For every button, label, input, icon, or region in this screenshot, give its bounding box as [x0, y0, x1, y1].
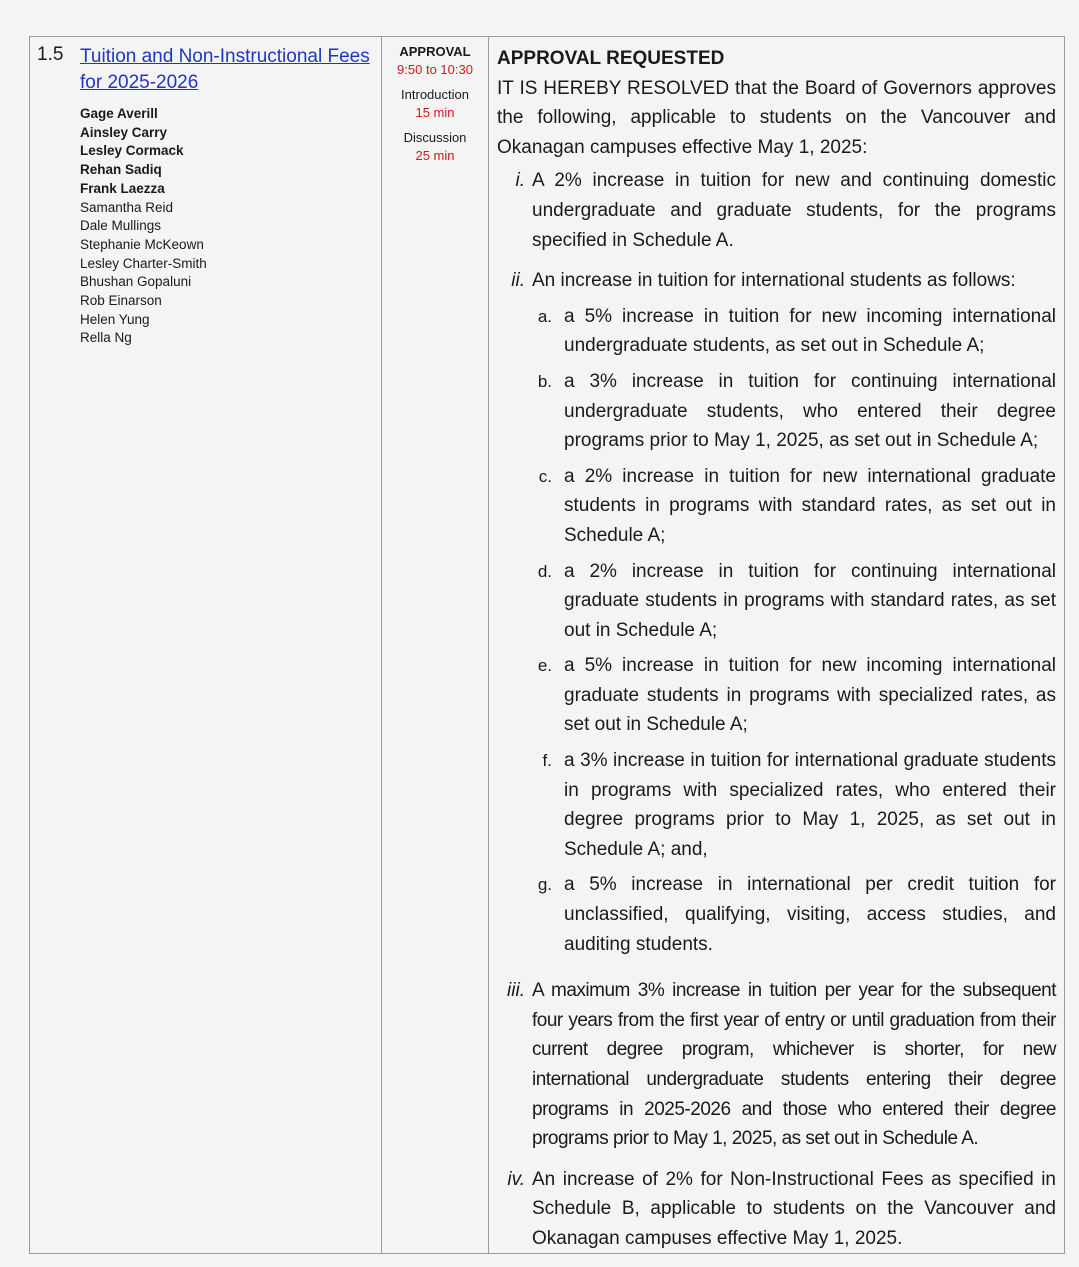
- resolution-text: IT IS HEREBY RESOLVED that the Board of Governors approves the following, applicable to students on the Vancouver and Okanagan campuses effective May 1, 2025:: [497, 77, 1056, 158]
- discussion-time: 25 min: [415, 148, 455, 163]
- presenter-name: Dale Mullings: [80, 218, 162, 234]
- item-number: 1.5: [37, 44, 64, 65]
- presenter-name: Bhushan Gopaluni: [80, 274, 192, 290]
- resolution-item: [497, 1165, 1056, 1254]
- sub-item: [497, 746, 1056, 864]
- sub-item: [497, 462, 1056, 551]
- introduction-label: Introduction: [401, 87, 469, 102]
- sub-text: a 5% increase in tuition for new incoming international undergraduate students, as set out in Schedule A;: [564, 305, 1056, 357]
- presenter-name: Rob Einarson: [80, 293, 162, 309]
- item-text: An increase in tuition for international students as follows:: [532, 270, 1016, 292]
- item-text: An increase of 2% for Non-Instructional Fees as specified in Schedule B, applicable to students on the Vancouver and Okanagan campuses effective May 1, 2025.: [532, 1168, 1056, 1249]
- sub-text: a 5% increase in tuition for new incoming international graduate students in programs with specialized rates, as set out in Schedule A;: [564, 655, 1056, 736]
- sub-text: a 2% increase in tuition for continuing international graduate students in programs with standard rates, as set out in Schedule A;: [564, 560, 1056, 641]
- item-text: A maximum 3% increase in tuition per year for the subsequent four years from the first year of entry or until graduation from their current degree program, whichever is shorter, for new international undergraduate students entering their degree programs in 2025-2026 and those who entered their degree programs prior to May 1, 2025, as set out in Schedule A.: [532, 980, 1056, 1150]
- sub-letter: b.: [537, 371, 552, 391]
- presenter-name: Ainsley Carry: [80, 124, 168, 140]
- presenter-list: [80, 105, 207, 348]
- sub-letter: g.: [537, 875, 552, 895]
- sub-item: [497, 367, 1056, 456]
- presenter-name: Lesley Charter-Smith: [80, 255, 207, 271]
- presenter-name: Rehan Sadiq: [80, 162, 162, 178]
- sub-item: [497, 651, 1056, 740]
- sub-text: a 2% increase in tuition for new international graduate students in programs with standard rates, as set out in Schedule A;: [564, 465, 1056, 546]
- sub-text: a 3% increase in tuition for continuing international undergraduate students, who entered their degree programs prior to May 1, 2025, as set out in Schedule A;: [564, 370, 1056, 452]
- item-column: [30, 37, 382, 1253]
- timing-column: [382, 37, 489, 1253]
- sub-letter: f.: [542, 751, 552, 771]
- item-numeral: iv.: [507, 1168, 525, 1190]
- resolution-column: [489, 37, 1064, 1253]
- item-numeral: i.: [515, 170, 525, 192]
- sub-letter: e.: [537, 656, 552, 676]
- resolution-list: [497, 166, 1056, 1253]
- time-range: 9:50 to 10:30: [397, 62, 473, 77]
- presenter-name: Frank Laezza: [80, 180, 165, 196]
- sub-item: [497, 870, 1056, 959]
- presenter-name: Lesley Cormack: [80, 143, 184, 159]
- sub-text: a 5% increase in international per credit tuition for unclassified, qualifying, visiting, access studies, and auditing students.: [564, 874, 1056, 955]
- item-numeral: iii.: [507, 980, 525, 1002]
- item-type-label: APPROVAL: [399, 44, 471, 59]
- presenter-name: Gage Averill: [80, 106, 158, 121]
- sub-text: a 3% increase in tuition for international graduate students in programs with specialized rates, who entered their degree programs prior to May 1, 2025, as set out in Schedule A; and,: [564, 750, 1056, 860]
- item-text: A 2% increase in tuition for new and continuing domestic undergraduate and graduate students, for the programs specified in Schedule A.: [532, 170, 1056, 251]
- presenter-name: Rella Ng: [80, 330, 132, 346]
- discussion-label: Discussion: [403, 130, 467, 145]
- sub-list: [497, 302, 1056, 959]
- sub-letter: d.: [537, 561, 552, 581]
- sub-item: [497, 302, 1056, 361]
- presenter-name: Helen Yung: [80, 311, 150, 327]
- item-title-link[interactable]: Tuition and Non-Instructional Fees for 2025-2026: [80, 46, 370, 93]
- resolution-item: [497, 976, 1056, 1154]
- sub-letter: c.: [538, 466, 552, 486]
- presenter-name: Stephanie McKeown: [80, 236, 204, 252]
- item-numeral: ii.: [511, 270, 525, 292]
- resolution-item: [497, 166, 1056, 255]
- presenter-name: Samantha Reid: [80, 199, 174, 215]
- sub-letter: a.: [537, 306, 552, 326]
- resolution-item: [497, 266, 1056, 965]
- agenda-item-table: [29, 36, 1065, 1254]
- sub-item: [497, 557, 1056, 646]
- introduction-time: 15 min: [415, 105, 455, 120]
- resolution-heading: APPROVAL REQUESTED: [497, 48, 725, 69]
